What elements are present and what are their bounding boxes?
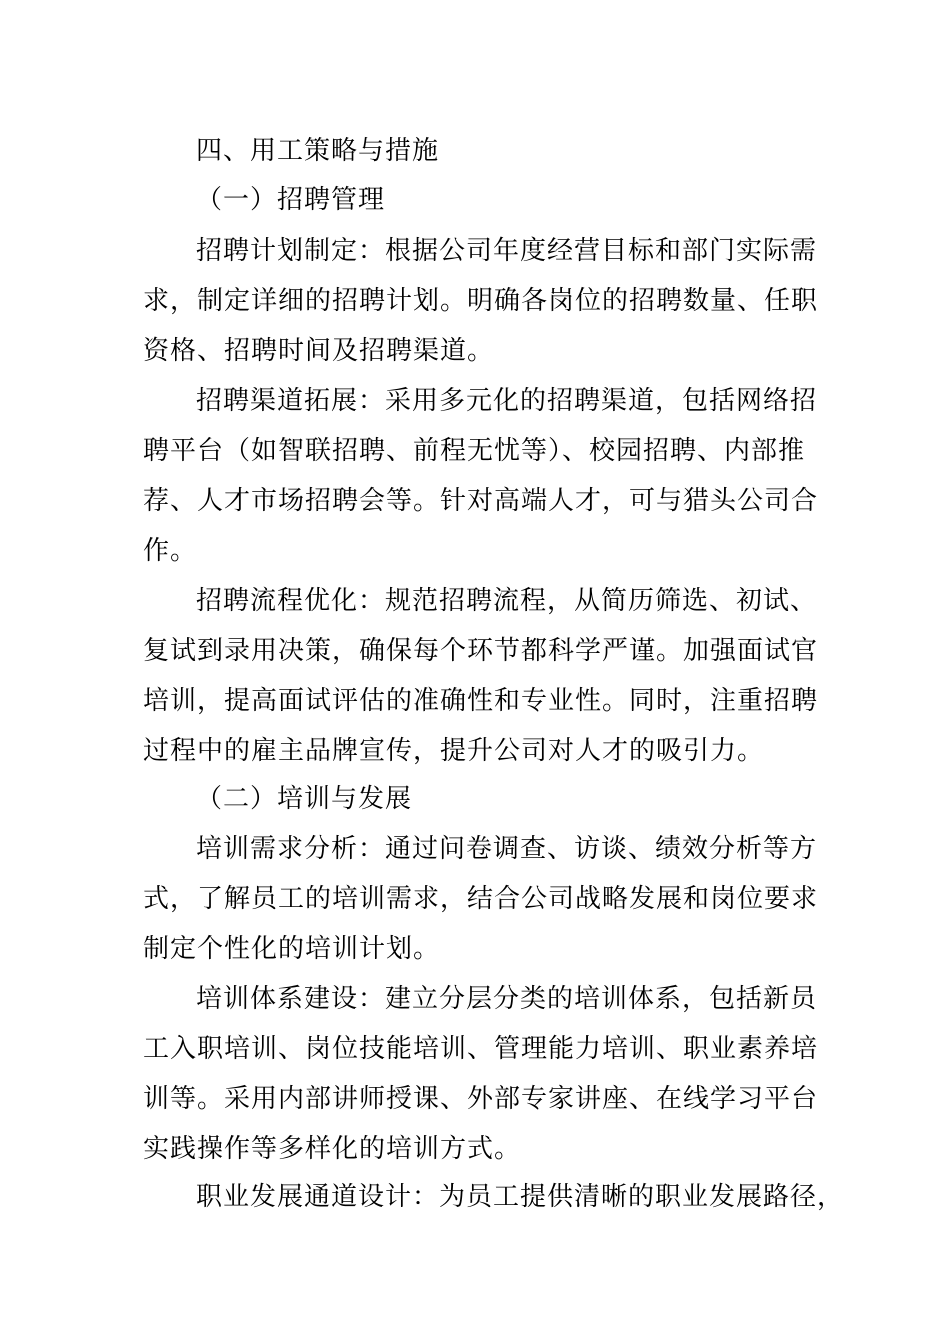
paragraph-line: 招聘渠道拓展：采用多元化的招聘渠道，包括网络招 xyxy=(196,386,818,416)
paragraph-line: 求，制定详细的招聘计划。明确各岗位的招聘数量、任职 xyxy=(143,286,819,316)
paragraph-line: 制定个性化的培训计划。 xyxy=(143,934,441,964)
paragraph-line: 培训需求分析：通过问卷调查、访谈、绩效分析等方 xyxy=(196,834,818,864)
paragraph-line: 实践操作等多样化的培训方式。 xyxy=(143,1134,522,1164)
subsection-heading: （一）招聘管理 xyxy=(196,185,386,215)
paragraph-line: 复试到录用决策，确保每个环节都科学严谨。加强面试官 xyxy=(143,636,819,666)
paragraph-line: 式，了解员工的培训需求，结合公司战略发展和岗位要求 xyxy=(143,884,819,914)
paragraph-line: 聘平台（如智联招聘、前程无忧等）、校园招聘、内部推 xyxy=(143,436,806,466)
paragraph-line: 资格、招聘时间及招聘渠道。 xyxy=(143,336,495,366)
subsection-heading: （二）培训与发展 xyxy=(196,784,413,814)
paragraph-line: 训等。采用内部讲师授课、外部专家讲座、在线学习平台 xyxy=(143,1084,819,1114)
paragraph-line: 工入职培训、岗位技能培训、管理能力培训、职业素养培 xyxy=(143,1034,819,1064)
paragraph-line: 招聘计划制定：根据公司年度经营目标和部门实际需 xyxy=(196,236,818,266)
paragraph-line: 作。 xyxy=(143,536,198,566)
section-heading: 四、用工策略与措施 xyxy=(196,136,440,166)
paragraph-line: 荐、人才市场招聘会等。针对高端人才，可与猎头公司合 xyxy=(143,486,819,516)
paragraph-line: 过程中的雇主品牌宣传，提升公司对人才的吸引力。 xyxy=(143,736,765,766)
paragraph-line: 职业发展通道设计：为员工提供清晰的职业发展路径， xyxy=(196,1182,845,1212)
paragraph-line: 招聘流程优化：规范招聘流程，从简历筛选、初试、 xyxy=(196,586,818,616)
paragraph-line: 培训体系建设：建立分层分类的培训体系，包括新员 xyxy=(196,984,818,1014)
paragraph-line: 培训，提高面试评估的准确性和专业性。同时，注重招聘 xyxy=(143,686,819,716)
